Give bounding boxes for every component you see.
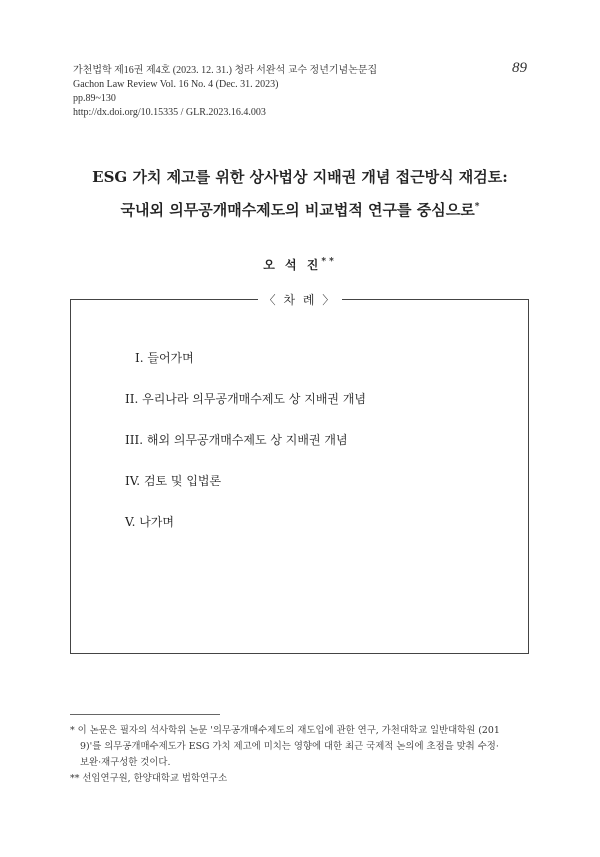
author-name-text: 오 석 진 <box>263 258 322 272</box>
toc-item-2[interactable]: II. 우리나라 의무공개매수제도 상 지배권 개념 <box>125 392 367 406</box>
footnote-2: ** 선임연구원, 한양대학교 법학연구소 <box>70 773 228 784</box>
author-name <box>0 256 600 273</box>
footnote-1-line-2: 9)'를 의무공개매수제도가 ESG 가치 제고에 미치는 영향에 대한 최근 국제적 논의에 초점을 맞춰 수정· <box>80 741 499 752</box>
page-range: pp.89~130 <box>73 93 116 104</box>
journal-header <box>73 64 533 120</box>
footnote-1-line-1: * 이 논문은 필자의 석사학위 논문 '의무공개매수제도의 재도입에 관한 연구, 가천대학교 일반대학원 (201 <box>70 725 500 736</box>
table-of-contents-list <box>125 348 366 553</box>
page-number: 89 <box>512 60 527 76</box>
author-footnote-mark: ** <box>321 257 337 267</box>
toc-item-1[interactable]: Ⅰ. 들어가며 <box>135 351 194 365</box>
article-title-line-1: ESG 가치 제고를 위한 상사법상 지배권 개념 접근방식 재검토: <box>92 168 508 186</box>
doi-link[interactable]: http://dx.doi.org/10.15335 / GLR.2023.16.4.003 <box>73 107 266 118</box>
toc-item-5[interactable]: V. 나가며 <box>125 515 174 529</box>
footnotes <box>70 723 540 787</box>
toc-item-3[interactable]: III. 해외 의무공개매수제도 상 지배권 개념 <box>125 433 348 447</box>
table-of-contents-heading <box>0 289 600 308</box>
journal-issue-english: Gachon Law Review Vol. 16 No. 4 (Dec. 31. 2023) <box>73 79 279 90</box>
article-title-line-2-text: 국내외 의무공개매수제도의 비교법적 연구를 중심으로 <box>120 201 475 219</box>
journal-issue-korean: 가천법학 제16권 제4호 (2023. 12. 31.) 청라 서완석 교수 정년기념논문집 <box>73 65 378 76</box>
toc-heading-text: 〈 차 례 〉 <box>258 293 343 307</box>
footnote-1-line-3: 보완·재구성한 것이다. <box>80 757 171 768</box>
title-footnote-mark: * <box>474 202 480 212</box>
footnote-divider <box>70 714 220 715</box>
toc-item-4[interactable]: IV. 검토 및 입법론 <box>125 474 222 488</box>
article-title-line-2 <box>40 199 560 220</box>
